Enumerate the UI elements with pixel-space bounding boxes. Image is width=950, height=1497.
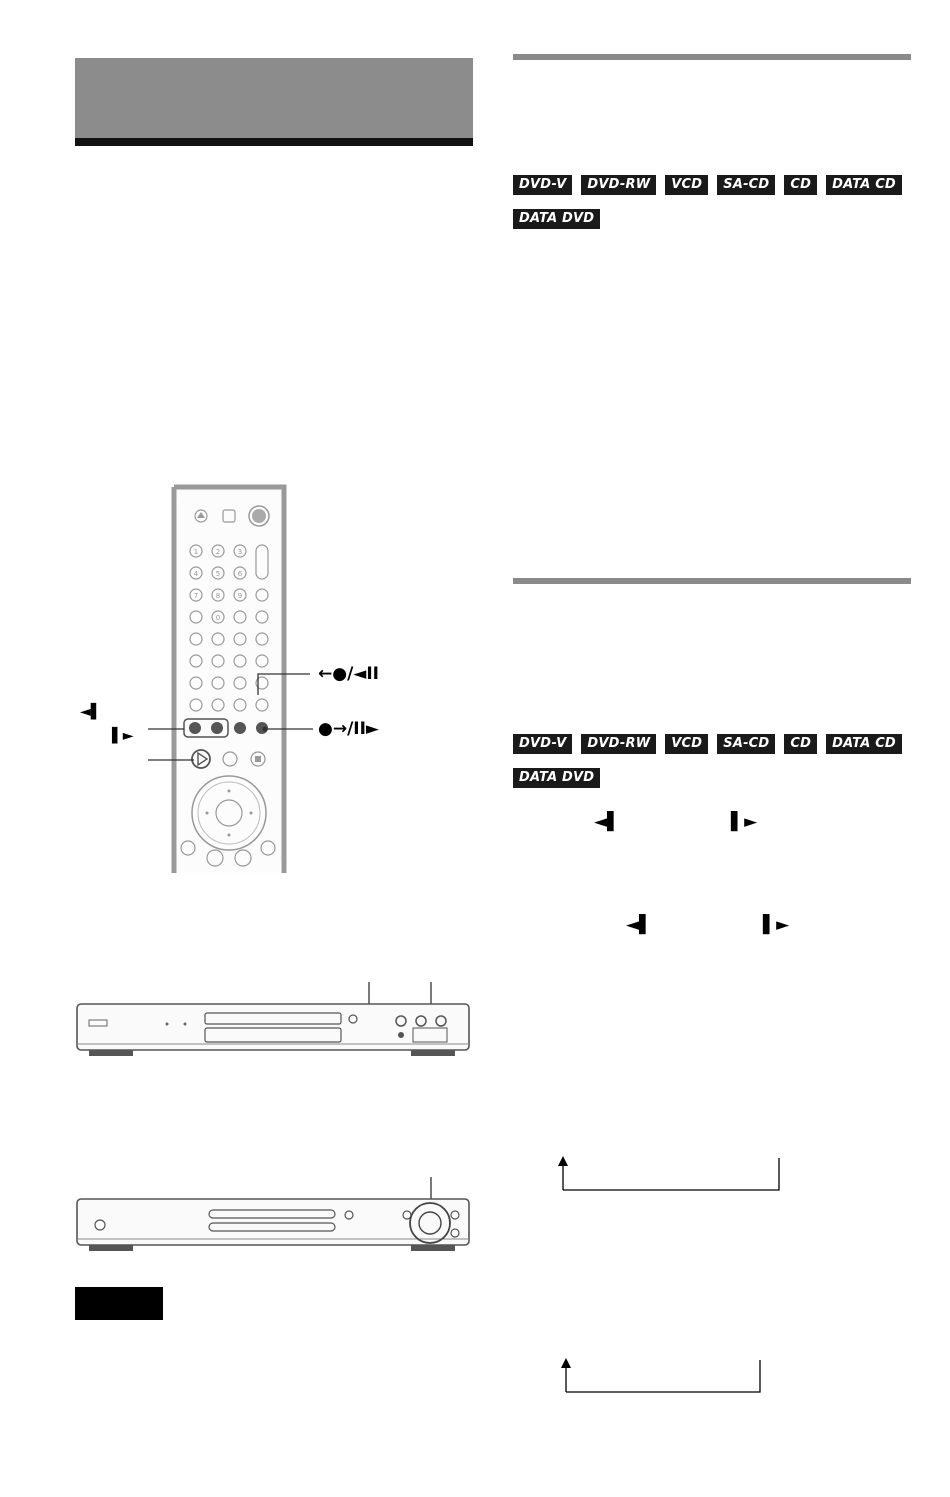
svg-text:9: 9: [237, 592, 243, 600]
section-one-badges-row2: [513, 209, 600, 229]
badge-dvd-rw: DVD-RW: [581, 175, 656, 195]
section-one-badges-row1: [513, 175, 902, 195]
badge-cd: CD: [784, 175, 817, 195]
badge-cd: CD: [784, 734, 817, 754]
badge-dvd-v: DVD-V: [513, 175, 572, 195]
badge-data-cd: DATA CD: [826, 734, 902, 754]
svg-text:2: 2: [215, 548, 221, 556]
slow-forward-callout: ▌►: [112, 728, 134, 744]
section-one-rule: [513, 54, 911, 60]
slow-reverse-icon: ◄▌: [626, 915, 653, 935]
section-two-badges-row1: [513, 734, 902, 754]
svg-text:7: 7: [193, 592, 199, 600]
svg-text:8: 8: [215, 592, 221, 600]
slow-reverse-icon: ◄▌: [594, 812, 621, 832]
svg-text:1: 1: [193, 548, 199, 556]
svg-text:3: 3: [237, 548, 243, 556]
badge-dvd-rw: DVD-RW: [581, 734, 656, 754]
badge-vcd: VCD: [665, 734, 708, 754]
note-badge: [75, 1287, 163, 1320]
badge-sa-cd: SA-CD: [717, 734, 775, 754]
badge-sa-cd: SA-CD: [717, 175, 775, 195]
svg-text:5: 5: [215, 570, 221, 578]
badge-data-cd: DATA CD: [826, 175, 902, 195]
svg-text:0: 0: [215, 614, 221, 622]
badge-dvd-v: DVD-V: [513, 734, 572, 754]
speed-cycle-diagram-1: [550, 1150, 790, 1196]
player-front-panel-1: [75, 980, 475, 1062]
replay-step-back-callout: ←●/◄II: [318, 664, 380, 684]
slow-forward-icon: ▌►: [731, 812, 758, 832]
section-header-block: [75, 58, 473, 138]
speed-cycle-diagram-2: [553, 1352, 773, 1398]
section-two-rule: [513, 578, 911, 584]
player-front-panel-2: [75, 1175, 475, 1257]
slow-forward-icon: ▌►: [763, 915, 790, 935]
badge-vcd: VCD: [665, 175, 708, 195]
slow-reverse-callout: ◄▌: [80, 704, 102, 720]
svg-text:4: 4: [193, 570, 199, 578]
svg-text:6: 6: [237, 570, 243, 578]
section-header-underline: [75, 138, 473, 146]
section-two-badges-row2: [513, 768, 600, 788]
badge-data-dvd: DATA DVD: [513, 768, 600, 788]
advance-step-forward-callout: ●→/II►: [318, 719, 380, 739]
badge-data-dvd: DATA DVD: [513, 209, 600, 229]
